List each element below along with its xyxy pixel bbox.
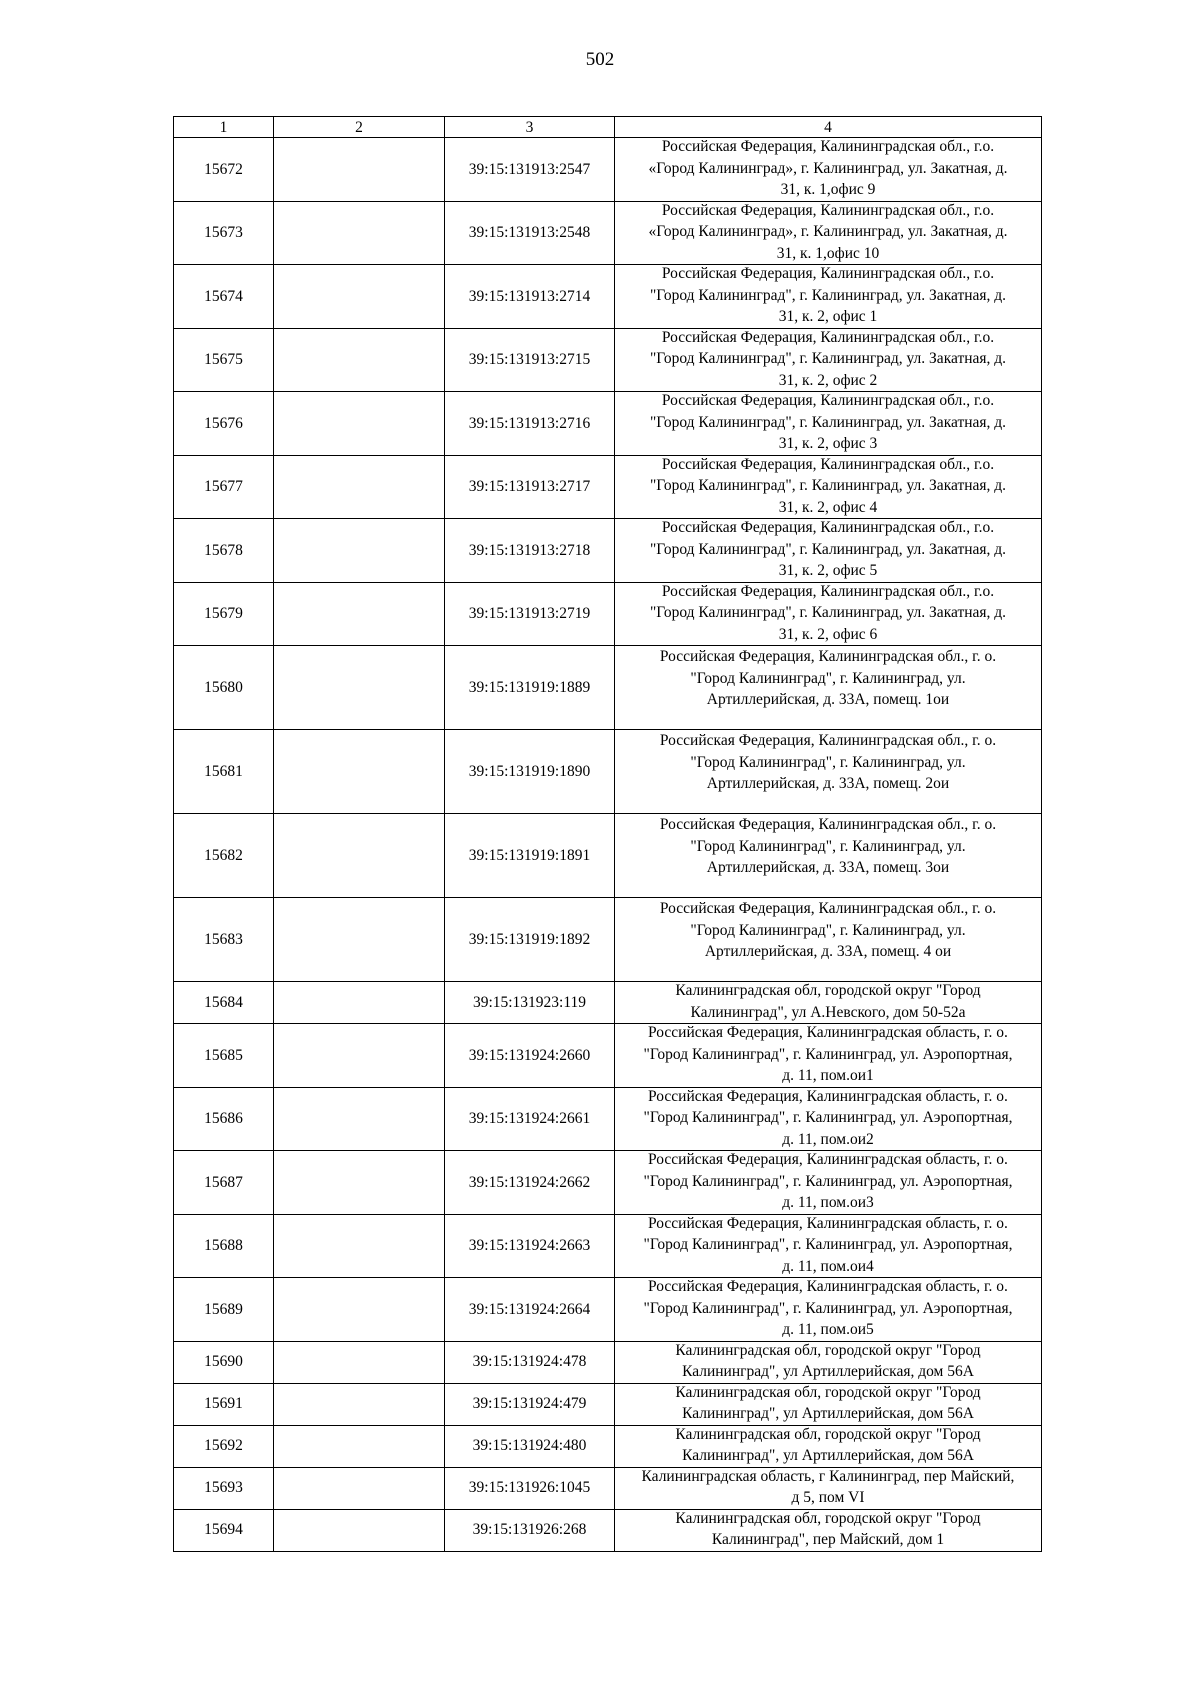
- empty-cell: [274, 201, 445, 265]
- table-row: [174, 1467, 1042, 1509]
- table-header-row: [174, 117, 1042, 138]
- row-number-cell: 15685: [174, 1024, 274, 1088]
- address-text: Российская Федерация, Калининградская обл., г.о. "Город Калининград", г. Калининград, ул. Закатная, д. 31, к. 2, офис 2: [649, 328, 1007, 389]
- row-number-cell: 15686: [174, 1087, 274, 1151]
- cadastral-number-cell: 39:15:131924:2661: [445, 1087, 615, 1151]
- cadastral-number-cell: 39:15:131913:2715: [445, 328, 615, 392]
- cadastral-number-cell: 39:15:131913:2716: [445, 392, 615, 456]
- header-cell-2: 2: [274, 117, 445, 138]
- cadastral-number-cell: 39:15:131926:1045: [445, 1467, 615, 1509]
- address-cell: [615, 392, 1042, 456]
- empty-cell: [274, 582, 445, 646]
- table-row: [174, 1383, 1042, 1425]
- address-cell: [615, 1341, 1042, 1383]
- row-number-cell: 15692: [174, 1425, 274, 1467]
- empty-cell: [274, 898, 445, 982]
- address-cell: [615, 1087, 1042, 1151]
- empty-cell: [274, 328, 445, 392]
- empty-cell: [274, 1214, 445, 1278]
- row-number-cell: 15678: [174, 519, 274, 583]
- address-text: Калининградская обл, городской округ "Город Калининград", ул А.Невского, дом 50-52а: [675, 982, 981, 1021]
- table-row: [174, 1214, 1042, 1278]
- empty-cell: [274, 730, 445, 814]
- address-text: Российская Федерация, Калининградская обл., г.о. "Город Калининград", г. Калининград, ул. Закатная, д. 31, к. 2, офис 5: [649, 519, 1007, 579]
- address-cell: [615, 201, 1042, 265]
- cadastral-number-cell: 39:15:131913:2714: [445, 265, 615, 329]
- empty-cell: [274, 1024, 445, 1088]
- cadastral-number-cell: 39:15:131913:2719: [445, 582, 615, 646]
- table-row: [174, 1024, 1042, 1088]
- table-row: [174, 392, 1042, 456]
- empty-cell: [274, 1509, 445, 1551]
- address-cell: [615, 455, 1042, 519]
- address-cell: [615, 138, 1042, 202]
- cadastral-number-cell: 39:15:131924:478: [445, 1341, 615, 1383]
- address-cell: [615, 328, 1042, 392]
- address-cell: [615, 1151, 1042, 1215]
- address-text: Российская Федерация, Калининградская обл., г. о. "Город Калининград", г. Калининград, ул. Артиллерийская, д. 33А, помещ. 1ои: [659, 648, 997, 709]
- empty-cell: [274, 646, 445, 730]
- table-row: [174, 138, 1042, 202]
- empty-cell: [274, 814, 445, 898]
- cadastral-number-cell: 39:15:131924:479: [445, 1383, 615, 1425]
- address-cell: [615, 582, 1042, 646]
- row-number-cell: 15677: [174, 455, 274, 519]
- table-row: [174, 982, 1042, 1024]
- address-cell: [615, 1024, 1042, 1088]
- table-row: [174, 1509, 1042, 1551]
- address-text: Российская Федерация, Калининградская обл., г.о. "Город Калининград", г. Калининград, ул. Закатная, д. 31, к. 2, офис 4: [649, 455, 1007, 516]
- cadastral-number-cell: 39:15:131924:2663: [445, 1214, 615, 1278]
- address-text: Российская Федерация, Калининградская область, г. о. "Город Калининград", г. Калининград, ул. Аэропортная, д. 11, пом.ои4: [643, 1214, 1013, 1275]
- page-number: 502: [585, 49, 615, 70]
- cadastral-number-cell: 39:15:131924:2660: [445, 1024, 615, 1088]
- empty-cell: [274, 982, 445, 1024]
- row-number-cell: 15676: [174, 392, 274, 456]
- table-row: [174, 328, 1042, 392]
- cadastral-number-cell: 39:15:131913:2548: [445, 201, 615, 265]
- cadastral-number-cell: 39:15:131919:1892: [445, 898, 615, 982]
- address-cell: [615, 1278, 1042, 1342]
- cadastral-number-cell: 39:15:131919:1891: [445, 814, 615, 898]
- cadastral-number-cell: 39:15:131913:2547: [445, 138, 615, 202]
- empty-cell: [274, 138, 445, 202]
- row-number-cell: 15673: [174, 201, 274, 265]
- address-text: Российская Федерация, Калининградская обл., г.о. «Город Калининград», г. Калининград, ул. Закатная, д. 31, к. 1,офис 10: [648, 201, 1008, 262]
- table-row: [174, 646, 1042, 730]
- table-row: [174, 1425, 1042, 1467]
- address-text: Российская Федерация, Калининградская область, г. о. "Город Калининград", г. Калининград, ул. Аэропортная, д. 11, пом.ои5: [643, 1278, 1013, 1338]
- empty-cell: [274, 1341, 445, 1383]
- address-text: Российская Федерация, Калининградская обл., г. о. "Город Калининград", г. Калининград, ул. Артиллерийская, д. 33А, помещ. 3ои: [659, 816, 997, 877]
- address-cell: [615, 519, 1042, 583]
- address-text: Российская Федерация, Калининградская обл., г.о. "Город Калининград", г. Калининград, ул. Закатная, д. 31, к. 2, офис 1: [649, 265, 1007, 325]
- table-row: [174, 201, 1042, 265]
- header-cell-4: 4: [615, 117, 1042, 138]
- address-text: Калининградская обл, городской округ "Город Калининград", ул Артиллерийская, дом 56А: [675, 1425, 981, 1464]
- cadastral-number-cell: 39:15:131919:1890: [445, 730, 615, 814]
- address-cell: [615, 1214, 1042, 1278]
- table-row: [174, 455, 1042, 519]
- address-text: Российская Федерация, Калининградская обл., г.о. «Город Калининград», г. Калининград, ул. Закатная, д. 31, к. 1,офис 9: [648, 138, 1008, 198]
- address-text: Российская Федерация, Калининградская обл., г. о. "Город Калининград", г. Калининград, ул. Артиллерийская, д. 33А, помещ. 4 ои: [659, 900, 997, 961]
- row-number-cell: 15681: [174, 730, 274, 814]
- address-cell: [615, 982, 1042, 1024]
- address-text: Российская Федерация, Калининградская обл., г.о. "Город Калининград", г. Калининград, ул. Закатная, д. 31, к. 2, офис 3: [649, 392, 1007, 452]
- row-number-cell: 15689: [174, 1278, 274, 1342]
- table-row: [174, 582, 1042, 646]
- table-row: [174, 519, 1042, 583]
- row-number-cell: 15675: [174, 328, 274, 392]
- header-cell-3: 3: [445, 117, 615, 138]
- empty-cell: [274, 455, 445, 519]
- row-number-cell: 15693: [174, 1467, 274, 1509]
- empty-cell: [274, 1383, 445, 1425]
- empty-cell: [274, 519, 445, 583]
- row-number-cell: 15682: [174, 814, 274, 898]
- address-text: Калининградская обл, городской округ "Город Калининград", ул Артиллерийская, дом 56А: [675, 1383, 981, 1422]
- row-number-cell: 15688: [174, 1214, 274, 1278]
- row-number-cell: 15679: [174, 582, 274, 646]
- address-text: Калининградская область, г Калининград, пер Майский, д 5, пом VI: [641, 1467, 1015, 1506]
- cadastral-number-cell: 39:15:131913:2718: [445, 519, 615, 583]
- cadastral-number-cell: 39:15:131924:2662: [445, 1151, 615, 1215]
- table-row: [174, 1278, 1042, 1342]
- address-text: Российская Федерация, Калининградская обл., г. о. "Город Калининград", г. Калининград, ул. Артиллерийская, д. 33А, помещ. 2ои: [659, 732, 997, 793]
- empty-cell: [274, 392, 445, 456]
- table-row: [174, 730, 1042, 814]
- address-cell: [615, 1509, 1042, 1551]
- cadastral-number-cell: 39:15:131926:268: [445, 1509, 615, 1551]
- row-number-cell: 15683: [174, 898, 274, 982]
- row-number-cell: 15694: [174, 1509, 274, 1551]
- address-cell: [615, 730, 1042, 814]
- address-text: Калининградская обл, городской округ "Город Калининград", пер Майский, дом 1: [675, 1509, 981, 1548]
- address-text: Российская Федерация, Калининградская область, г. о. "Город Калининград", г. Калининград, ул. Аэропортная, д. 11, пом.ои1: [643, 1024, 1013, 1084]
- address-text: Российская Федерация, Калининградская область, г. о. "Город Калининград", г. Калининград, ул. Аэропортная, д. 11, пом.ои2: [643, 1087, 1013, 1148]
- header-cell-1: 1: [174, 117, 274, 138]
- address-cell: [615, 814, 1042, 898]
- cadastral-number-cell: 39:15:131924:480: [445, 1425, 615, 1467]
- address-cell: [615, 1425, 1042, 1467]
- property-table: [173, 116, 1042, 1552]
- table-row: [174, 1087, 1042, 1151]
- row-number-cell: 15672: [174, 138, 274, 202]
- row-number-cell: 15680: [174, 646, 274, 730]
- empty-cell: [274, 1151, 445, 1215]
- address-cell: [615, 898, 1042, 982]
- address-cell: [615, 1383, 1042, 1425]
- address-text: Калининградская обл, городской округ "Город Калининград", ул Артиллерийская, дом 56А: [675, 1341, 981, 1380]
- table-row: [174, 814, 1042, 898]
- address-text: Российская Федерация, Калининградская обл., г.о. "Город Калининград", г. Калининград, ул. Закатная, д. 31, к. 2, офис 6: [649, 582, 1007, 643]
- table-row: [174, 265, 1042, 329]
- address-cell: [615, 646, 1042, 730]
- address-cell: [615, 265, 1042, 329]
- table-row: [174, 898, 1042, 982]
- empty-cell: [274, 1087, 445, 1151]
- row-number-cell: 15674: [174, 265, 274, 329]
- cadastral-number-cell: 39:15:131924:2664: [445, 1278, 615, 1342]
- address-text: Российская Федерация, Калининградская область, г. о. "Город Калининград", г. Калининград, ул. Аэропортная, д. 11, пом.ои3: [643, 1151, 1013, 1211]
- empty-cell: [274, 1278, 445, 1342]
- cadastral-number-cell: 39:15:131919:1889: [445, 646, 615, 730]
- address-cell: [615, 1467, 1042, 1509]
- row-number-cell: 15687: [174, 1151, 274, 1215]
- cadastral-number-cell: 39:15:131913:2717: [445, 455, 615, 519]
- empty-cell: [274, 265, 445, 329]
- empty-cell: [274, 1467, 445, 1509]
- row-number-cell: 15691: [174, 1383, 274, 1425]
- table-row: [174, 1341, 1042, 1383]
- cadastral-number-cell: 39:15:131923:119: [445, 982, 615, 1024]
- row-number-cell: 15684: [174, 982, 274, 1024]
- table-row: [174, 1151, 1042, 1215]
- row-number-cell: 15690: [174, 1341, 274, 1383]
- empty-cell: [274, 1425, 445, 1467]
